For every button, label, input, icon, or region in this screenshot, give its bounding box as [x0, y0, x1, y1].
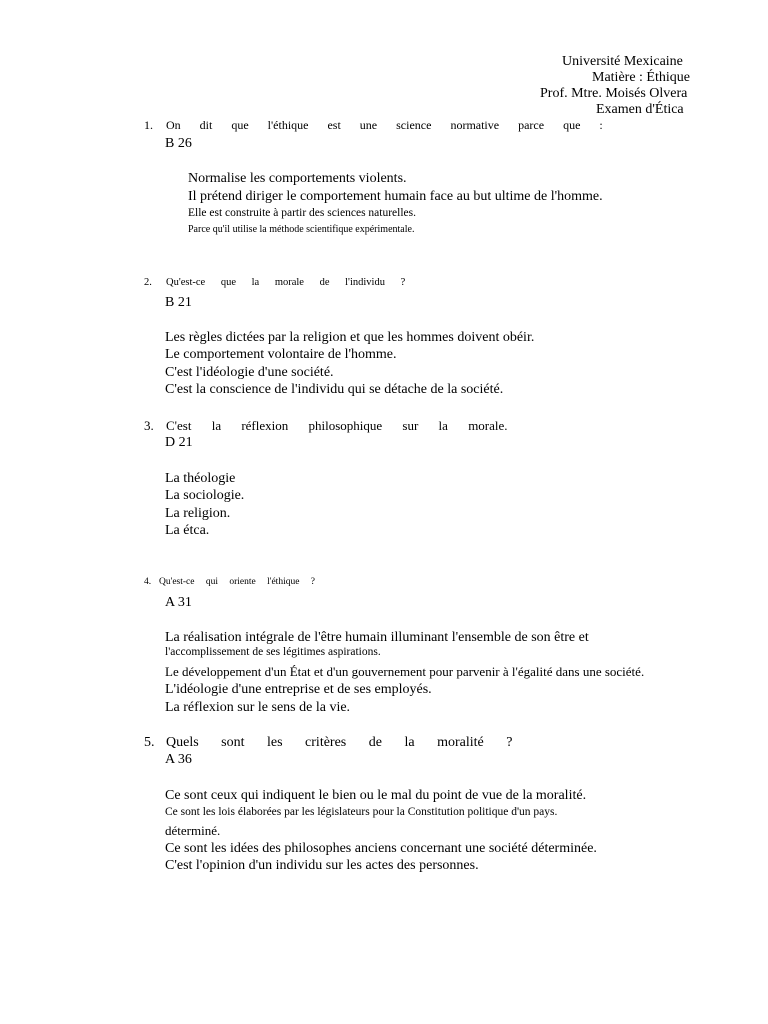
question-text: Qu'est-ce qui oriente l'éthique ? [159, 577, 316, 587]
exam-title: Examen d'Ética [596, 102, 684, 117]
university-name: Université Mexicaine [562, 54, 683, 69]
answer-key: B 26 [165, 136, 192, 151]
option-continuation: l'accomplissement de ses légitimes aspirations. [165, 646, 381, 658]
option: La religion. [165, 506, 231, 521]
option: C'est la conscience de l'individu qui se détache de la société. [165, 382, 504, 397]
answer-key: A 31 [165, 595, 192, 610]
option: La sociologie. [165, 488, 245, 503]
option: Parce qu'il utilise la méthode scientifique expérimentale. [188, 224, 415, 235]
option: La théologie [165, 471, 236, 486]
option: La réflexion sur le sens de la vie. [165, 700, 351, 715]
question-3 [144, 418, 508, 434]
option: C'est l'idéologie d'une société. [165, 365, 334, 380]
question-text: Quels sont les critères de la moralité ? [166, 735, 513, 750]
question-number: 5. [144, 735, 155, 750]
question-text: On dit que l'éthique est une science normative parce que : [166, 118, 603, 132]
question-number: 3. [144, 418, 154, 433]
question-1 [144, 118, 603, 133]
option: Le comportement volontaire de l'homme. [165, 347, 397, 362]
option: La réalisation intégrale de l'être humain illuminant l'ensemble de son être et [165, 630, 589, 645]
option: Ce sont les lois élaborées par les législateurs pour la Constitution politique d'un pays. [165, 806, 558, 818]
question-text: C'est la réflexion philosophique sur la morale. [166, 418, 508, 433]
question-text: Qu'est-ce que la morale de l'individu ? [166, 277, 406, 288]
answer-key: D 21 [165, 435, 193, 450]
option: Elle est construite à partir des sciences naturelles. [188, 207, 416, 219]
question-number: 2. [144, 277, 152, 288]
question-number: 4. [144, 577, 152, 587]
question-2 [144, 277, 405, 288]
option: Ce sont ceux qui indiquent le bien ou le mal du point de vue de la moralité. [165, 788, 587, 803]
professor-line: Prof. Mtre. Moisés Olvera [540, 86, 688, 101]
question-number: 1. [144, 118, 153, 132]
option-continuation: déterminé. [165, 823, 221, 838]
option: La étca. [165, 523, 210, 538]
option: Les règles dictées par la religion et que les hommes doivent obéir. [165, 330, 535, 345]
question-5 [144, 735, 512, 751]
answer-key: A 36 [165, 752, 192, 767]
option: Le développement d'un État et d'un gouvernement pour parvenir à l'égalité dans une société. [165, 664, 645, 679]
subject-line: Matière : Éthique [592, 70, 690, 85]
option: Normalise les comportements violents. [188, 171, 407, 186]
option: Ce sont les idées des philosophes anciens concernant une société déterminée. [165, 841, 597, 856]
option: Il prétend diriger le comportement humain face au but ultime de l'homme. [188, 189, 603, 204]
option: C'est l'opinion d'un individu sur les actes des personnes. [165, 858, 479, 873]
question-4 [144, 577, 315, 587]
answer-key: B 21 [165, 295, 192, 310]
option: L'idéologie d'une entreprise et de ses employés. [165, 682, 432, 697]
